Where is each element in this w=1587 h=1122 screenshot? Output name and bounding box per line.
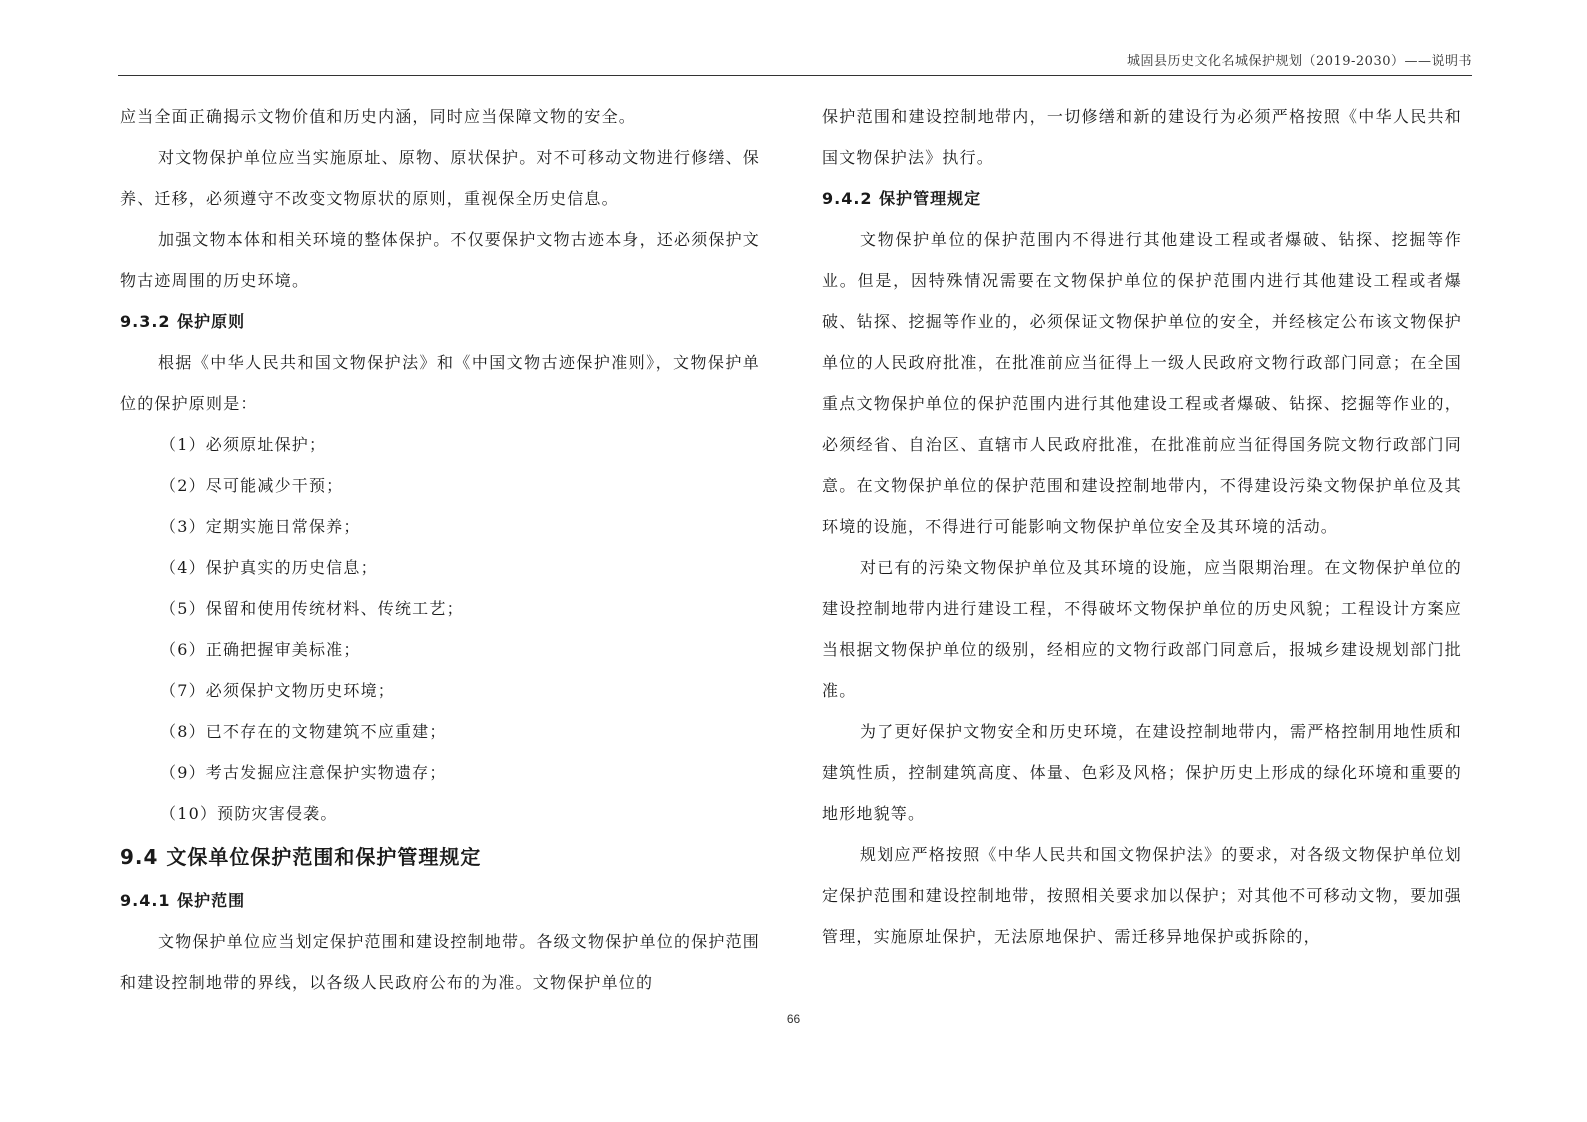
page-number: 66 (786, 1012, 801, 1026)
paragraph: 保护范围和建设控制地带内，一切修缮和新的建设行为必须严格按照《中华人民共和国文物保护法》执行。 (822, 107, 1462, 167)
section-heading-9-3-2: 9.3.2 保护原则 (120, 312, 246, 331)
principle-item: （8）已不存在的文物建筑不应重建； (160, 722, 447, 741)
paragraph: 加强文物本体和相关环境的整体保护。不仅要保护文物古迹本身，还必须保护文物古迹周围的历史环境。 (120, 230, 761, 290)
principle-item: （6）正确把握审美标准； (160, 640, 361, 659)
right-column (822, 96, 1462, 957)
section-heading-9-4-2: 9.4.2 保护管理规定 (822, 189, 982, 208)
principle-item: （7）必须保护文物历史环境； (160, 681, 395, 700)
paragraph: 根据《中华人民共和国文物保护法》和《中国文物古迹保护准则》，文物保护单位的保护原则是： (120, 353, 760, 413)
section-heading-9-4: 9.4 文保单位保护范围和保护管理规定 (120, 845, 482, 869)
principle-item: （5）保留和使用传统材料、传统工艺； (160, 599, 464, 618)
principle-item: （4）保护真实的历史信息； (160, 558, 378, 577)
paragraph: 对已有的污染文物保护单位及其环境的设施，应当限期治理。在文物保护单位的建设控制地带内进行建设工程，不得破坏文物保护单位的历史风貌；工程设计方案应当根据文物保护单位的级别，经相应的文物行政部门同意后，报城乡建设规划部门批准。 (822, 558, 1463, 700)
paragraph: 应当全面正确揭示文物价值和历史内涵，同时应当保障文物的安全。 (120, 107, 637, 126)
section-heading-9-4-1: 9.4.1 保护范围 (120, 891, 246, 910)
principle-item: （10）预防灾害侵袭。 (160, 804, 338, 823)
paragraph: 为了更好保护文物安全和历史环境，在建设控制地带内，需严格控制用地性质和建筑性质，控制建筑高度、体量、色彩及风格；保护历史上形成的绿化环境和重要的地形地貌等。 (822, 722, 1463, 823)
principle-item: （2）尽可能减少干预； (160, 476, 344, 495)
paragraph: 文物保护单位应当划定保护范围和建设控制地带。各级文物保护单位的保护范围和建设控制地带的界线，以各级人民政府公布的为准。文物保护单位的 (120, 932, 761, 992)
running-header: 城固县历史文化名城保护规划（2019-2030）——说明书 (1126, 54, 1472, 69)
paragraph: 规划应严格按照《中华人民共和国文物保护法》的要求，对各级文物保护单位划定保护范围和建设控制地带，按照相关要求加以保护；对其他不可移动文物，要加强管理，实施原址保护，无法原地保护、需迁移异地保护或拆除的， (822, 845, 1463, 946)
header-divider (118, 75, 1472, 76)
left-column (120, 96, 760, 1003)
principle-item: （3）定期实施日常保养； (160, 517, 361, 536)
principle-item: （9）考古发掘应注意保护实物遗存； (160, 763, 447, 782)
principle-item: （1）必须原址保护； (160, 435, 327, 454)
paragraph: 对文物保护单位应当实施原址、原物、原状保护。对不可移动文物进行修缮、保养、迁移，必须遵守不改变文物原状的原则，重视保全历史信息。 (120, 148, 761, 208)
paragraph: 文物保护单位的保护范围内不得进行其他建设工程或者爆破、钻探、挖掘等作业。但是，因特殊情况需要在文物保护单位的保护范围内进行其他建设工程或者爆破、钻探、挖掘等作业的，必须保证文物保护单位的安全，并经核定公布该文物保护单位的人民政府批准，在批准前应当征得上一级人民政府文物行政部门同意；在全国重点文物保护单位的保护范围内进行其他建设工程或者爆破、钻探、挖掘等作业的，必须经省、自治区、直辖市人民政府批准，在批准前应当征得国务院文物行政部门同意。在文物保护单位的保护范围和建设控制地带内，不得建设污染文物保护单位及其环境的设施，不得进行可能影响文物保护单位安全及其环境的活动。 (822, 230, 1462, 536)
